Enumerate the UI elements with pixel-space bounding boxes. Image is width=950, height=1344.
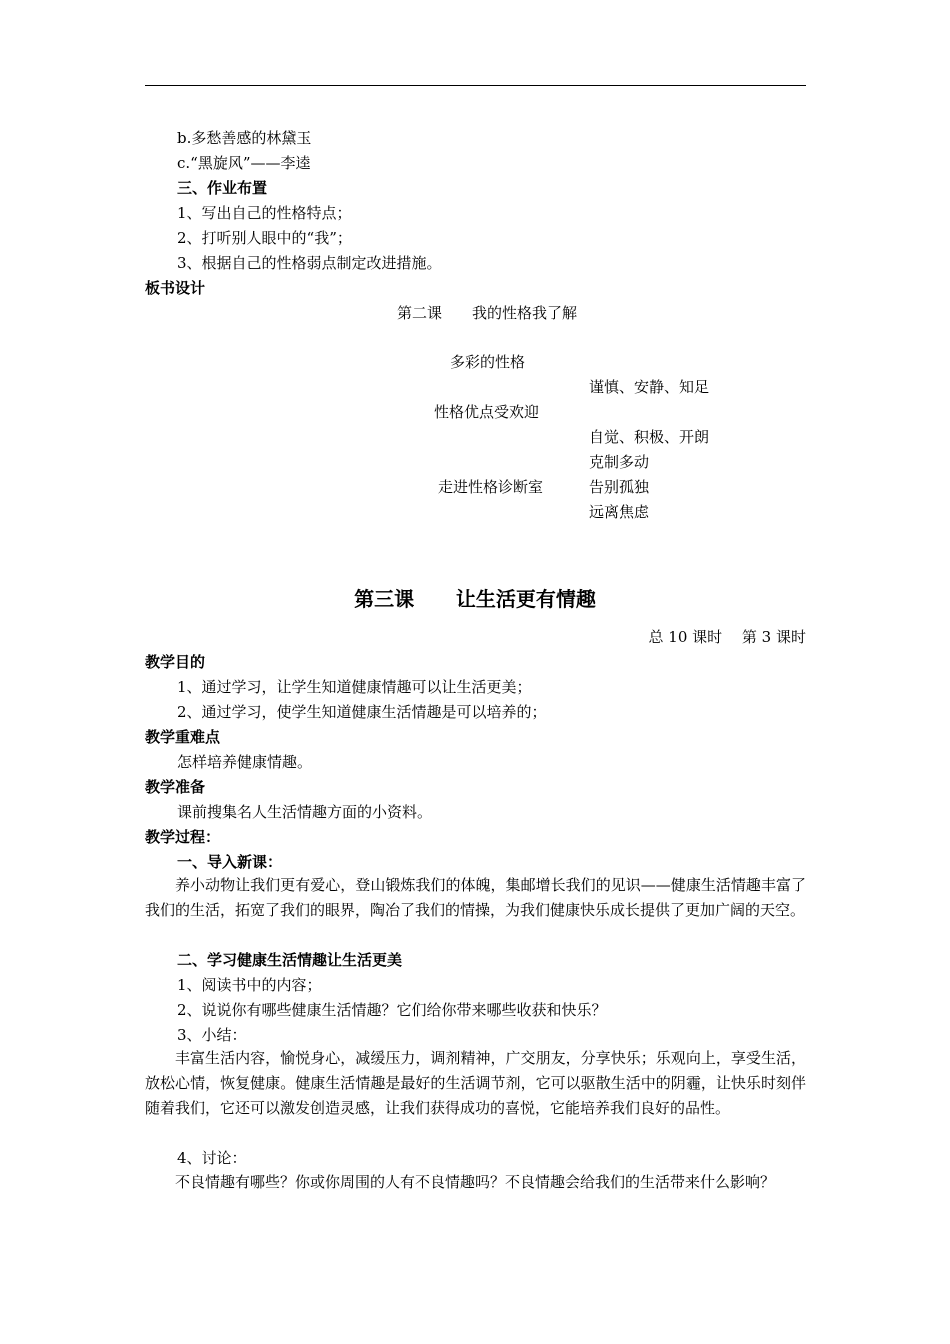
- goals-heading: 教学目的: [145, 653, 206, 671]
- homework-heading: 三、作业布置: [177, 179, 268, 197]
- prep-text: 课前搜集名人生活情趣方面的小资料。: [177, 803, 433, 821]
- example-c: c.“黑旋风”——李逵: [177, 154, 311, 172]
- step1-heading: 一、导入新课：: [177, 853, 283, 871]
- step2-heading: 二、学习健康生活情趣让生活更美: [177, 951, 403, 969]
- step1-text: 养小动物让我们更有爱心，登山锻炼我们的体魄，集邮增长我们的见识——健康生活情趣丰富了我们的生活，拓宽了我们的眼界，陶冶了我们的情操，为我们健康快乐成长提供了更加广阔的天空。: [145, 876, 806, 919]
- goal-item: 1、通过学习，让学生知道健康情趣可以让生活更美；: [177, 678, 532, 696]
- homework-item: 3、根据自己的性格弱点制定改进措施。: [177, 254, 442, 272]
- example-b: b.多愁善感的林黛玉: [177, 129, 312, 147]
- board-left-item: 走进性格诊断室: [438, 478, 544, 496]
- homework-item: 2、打听别人眼中的“我”；: [177, 229, 352, 247]
- board-right-item: 谨慎、安静、知足: [589, 378, 710, 396]
- board-right-item: 远离焦虑: [589, 503, 650, 521]
- discuss-text: 不良情趣有哪些？你或你周围的人有不良情趣吗？不良情趣会给我们的生活带来什么影响？: [175, 1173, 776, 1191]
- board-heading: 板书设计: [145, 279, 206, 297]
- board-right-item: 克制多动: [589, 453, 650, 471]
- summary-text: 丰富生活内容，愉悦身心，减缓压力，调剂精神，广交朋友，分享快乐；乐观向上，享受生活，放松心情，恢复健康。健康生活情趣是最好的生活调节剂，它可以驱散生活中的阴霾，让快乐时刻伴随着我们，它还可以激发创造灵感，让我们获得成功的喜悦，它能培养我们良好的品性。: [145, 1049, 806, 1117]
- goal-item: 2、通过学习，使学生知道健康生活情趣是可以培养的；: [177, 703, 547, 721]
- board-right-item: 自觉、积极、开朗: [589, 428, 710, 446]
- header-rule: [145, 85, 806, 86]
- key-heading: 教学重难点: [145, 728, 221, 746]
- board-right-item: 告别孤独: [589, 478, 650, 496]
- lesson-title: [0, 585, 950, 613]
- step2-item: 2、说说你有哪些健康生活情趣？它们给你带来哪些收获和快乐？: [177, 1001, 607, 1019]
- board-left-item: 多彩的性格: [450, 353, 526, 371]
- step2-item: 3、小结：: [177, 1026, 247, 1044]
- lesson-name: 让生活更有情趣: [455, 587, 596, 611]
- discuss-label: 4、讨论：: [177, 1149, 247, 1167]
- board-title: 第二课 我的性格我了解: [397, 304, 578, 322]
- process-heading: 教学过程：: [145, 828, 221, 846]
- board-left-item: 性格优点受欢迎: [434, 403, 540, 421]
- step2-item: 1、阅读书中的内容；: [177, 976, 322, 994]
- lesson-number: 第三课: [354, 587, 415, 611]
- prep-heading: 教学准备: [145, 778, 206, 796]
- lesson-hours: 总 10 课时 第 3 课时: [648, 628, 806, 646]
- homework-item: 1、写出自己的性格特点；: [177, 204, 352, 222]
- key-text: 怎样培养健康情趣。: [177, 753, 313, 771]
